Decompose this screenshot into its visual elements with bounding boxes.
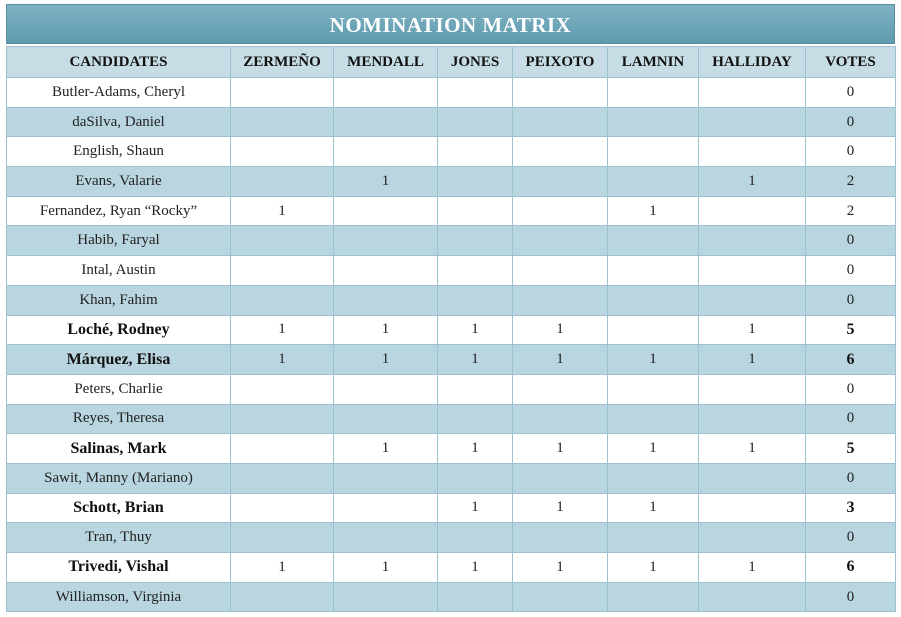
nomination-cell xyxy=(334,285,438,315)
table-row xyxy=(7,78,896,108)
table-row xyxy=(7,463,896,493)
nomination-cell xyxy=(699,226,806,256)
votes-total: 0 xyxy=(806,226,896,256)
header-candidates: CANDIDATES xyxy=(7,47,231,78)
nomination-cell xyxy=(438,404,513,434)
nomination-cell xyxy=(513,582,608,612)
candidate-name: Salinas, Mark xyxy=(7,434,231,464)
nomination-cell xyxy=(438,523,513,553)
nomination-cell: 1 xyxy=(699,167,806,197)
nomination-cell xyxy=(608,226,699,256)
votes-total: 2 xyxy=(806,196,896,226)
nomination-cell xyxy=(231,582,334,612)
nomination-cell: 1 xyxy=(699,553,806,583)
nomination-cell xyxy=(438,463,513,493)
votes-total: 0 xyxy=(806,78,896,108)
nomination-cell xyxy=(231,493,334,523)
nomination-cell: 1 xyxy=(608,493,699,523)
nomination-cell xyxy=(438,196,513,226)
nomination-cell xyxy=(438,374,513,404)
votes-total: 6 xyxy=(806,553,896,583)
nomination-cell xyxy=(231,523,334,553)
candidate-name: Reyes, Theresa xyxy=(7,404,231,434)
nomination-cell xyxy=(438,582,513,612)
nomination-cell xyxy=(231,374,334,404)
nomination-matrix-table xyxy=(6,46,896,612)
nomination-cell xyxy=(699,78,806,108)
nomination-cell xyxy=(334,523,438,553)
nomination-cell: 1 xyxy=(438,315,513,345)
matrix-title: NOMINATION MATRIX xyxy=(6,4,895,44)
nomination-cell xyxy=(608,463,699,493)
nomination-cell: 1 xyxy=(513,315,608,345)
nomination-cell: 1 xyxy=(513,493,608,523)
candidate-name: Sawit, Manny (Mariano) xyxy=(7,463,231,493)
nomination-cell xyxy=(334,582,438,612)
nomination-cell xyxy=(438,167,513,197)
votes-total: 5 xyxy=(806,315,896,345)
nomination-cell: 1 xyxy=(699,434,806,464)
nomination-cell xyxy=(513,404,608,434)
nomination-cell: 1 xyxy=(334,345,438,375)
nomination-cell xyxy=(513,256,608,286)
table-row xyxy=(7,434,896,464)
candidate-name: Márquez, Elisa xyxy=(7,345,231,375)
nomination-cell xyxy=(231,167,334,197)
nomination-cell: 1 xyxy=(438,553,513,583)
nomination-cell: 1 xyxy=(438,345,513,375)
nomination-cell xyxy=(438,78,513,108)
nomination-cell: 1 xyxy=(608,434,699,464)
nomination-cell xyxy=(334,493,438,523)
header-peixoto: PEIXOTO xyxy=(513,47,608,78)
nomination-cell xyxy=(231,107,334,137)
nomination-cell xyxy=(231,404,334,434)
nomination-cell xyxy=(513,167,608,197)
nomination-cell xyxy=(699,404,806,434)
votes-total: 3 xyxy=(806,493,896,523)
nomination-cell: 1 xyxy=(699,345,806,375)
candidate-name: Trivedi, Vishal xyxy=(7,553,231,583)
nomination-cell xyxy=(608,256,699,286)
table-row xyxy=(7,315,896,345)
nomination-cell xyxy=(513,107,608,137)
nomination-cell: 1 xyxy=(231,345,334,375)
nomination-cell xyxy=(513,285,608,315)
nomination-cell xyxy=(699,196,806,226)
table-row xyxy=(7,167,896,197)
nomination-cell xyxy=(334,226,438,256)
candidate-name: Evans, Valarie xyxy=(7,167,231,197)
nomination-cell xyxy=(608,582,699,612)
nomination-cell xyxy=(513,78,608,108)
nomination-cell xyxy=(699,285,806,315)
votes-total: 0 xyxy=(806,107,896,137)
candidate-name: Peters, Charlie xyxy=(7,374,231,404)
nomination-cell xyxy=(513,196,608,226)
votes-total: 0 xyxy=(806,256,896,286)
nomination-cell: 1 xyxy=(699,315,806,345)
candidate-name: Butler-Adams, Cheryl xyxy=(7,78,231,108)
nomination-cell xyxy=(699,582,806,612)
table-row xyxy=(7,226,896,256)
nomination-cell xyxy=(438,256,513,286)
nomination-cell: 1 xyxy=(608,345,699,375)
matrix-body xyxy=(7,78,896,612)
header-votes: VOTES xyxy=(806,47,896,78)
table-row xyxy=(7,256,896,286)
nomination-cell: 1 xyxy=(334,553,438,583)
votes-total: 0 xyxy=(806,137,896,167)
nomination-cell xyxy=(231,434,334,464)
nomination-cell xyxy=(608,285,699,315)
nomination-cell xyxy=(513,374,608,404)
nomination-cell: 1 xyxy=(231,553,334,583)
nomination-cell xyxy=(438,107,513,137)
nomination-cell xyxy=(334,78,438,108)
header-zermeno: ZERMEÑO xyxy=(231,47,334,78)
votes-total: 6 xyxy=(806,345,896,375)
nomination-cell: 1 xyxy=(608,196,699,226)
table-row xyxy=(7,374,896,404)
table-row xyxy=(7,582,896,612)
header-row xyxy=(7,47,896,78)
nomination-cell xyxy=(334,256,438,286)
nomination-cell: 1 xyxy=(231,196,334,226)
nomination-cell xyxy=(334,374,438,404)
nomination-cell xyxy=(334,463,438,493)
candidate-name: Khan, Fahim xyxy=(7,285,231,315)
nomination-cell: 1 xyxy=(438,493,513,523)
nomination-cell xyxy=(513,137,608,167)
candidate-name: Intal, Austin xyxy=(7,256,231,286)
nomination-cell xyxy=(334,404,438,434)
nomination-cell xyxy=(231,256,334,286)
header-halliday: HALLIDAY xyxy=(699,47,806,78)
nomination-cell xyxy=(513,523,608,553)
candidate-name: Schott, Brian xyxy=(7,493,231,523)
nomination-cell xyxy=(608,374,699,404)
nomination-cell xyxy=(513,463,608,493)
votes-total: 0 xyxy=(806,285,896,315)
table-row xyxy=(7,137,896,167)
votes-total: 0 xyxy=(806,463,896,493)
nomination-cell: 1 xyxy=(513,553,608,583)
nomination-cell xyxy=(334,137,438,167)
nomination-cell xyxy=(438,137,513,167)
table-row xyxy=(7,107,896,137)
nomination-cell xyxy=(608,137,699,167)
nomination-cell xyxy=(699,493,806,523)
nomination-cell xyxy=(438,285,513,315)
table-row xyxy=(7,285,896,315)
table-row xyxy=(7,345,896,375)
nomination-cell xyxy=(334,107,438,137)
table-row xyxy=(7,196,896,226)
header-mendall: MENDALL xyxy=(334,47,438,78)
votes-total: 0 xyxy=(806,582,896,612)
nomination-cell xyxy=(608,315,699,345)
candidate-name: Loché, Rodney xyxy=(7,315,231,345)
header-lamnin: LAMNIN xyxy=(608,47,699,78)
nomination-cell xyxy=(231,137,334,167)
nomination-cell: 1 xyxy=(334,315,438,345)
nomination-cell xyxy=(699,107,806,137)
votes-total: 0 xyxy=(806,374,896,404)
candidate-name: Williamson, Virginia xyxy=(7,582,231,612)
nomination-cell: 1 xyxy=(513,434,608,464)
nomination-cell xyxy=(699,137,806,167)
header-jones: JONES xyxy=(438,47,513,78)
nomination-cell: 1 xyxy=(334,434,438,464)
votes-total: 0 xyxy=(806,404,896,434)
candidate-name: Habib, Faryal xyxy=(7,226,231,256)
nomination-cell xyxy=(438,226,513,256)
nomination-cell xyxy=(513,226,608,256)
nomination-cell xyxy=(608,523,699,553)
candidate-name: daSilva, Daniel xyxy=(7,107,231,137)
candidate-name: English, Shaun xyxy=(7,137,231,167)
table-row xyxy=(7,523,896,553)
nomination-cell: 1 xyxy=(608,553,699,583)
nomination-cell xyxy=(334,196,438,226)
nomination-cell: 1 xyxy=(438,434,513,464)
votes-total: 2 xyxy=(806,167,896,197)
table-row xyxy=(7,493,896,523)
table-row xyxy=(7,404,896,434)
nomination-cell xyxy=(608,404,699,434)
nomination-cell xyxy=(699,374,806,404)
table-row xyxy=(7,553,896,583)
nomination-cell xyxy=(231,285,334,315)
nomination-cell xyxy=(608,167,699,197)
nomination-cell xyxy=(699,256,806,286)
nomination-cell: 1 xyxy=(334,167,438,197)
nomination-cell xyxy=(231,78,334,108)
nomination-cell xyxy=(608,78,699,108)
nomination-cell xyxy=(231,463,334,493)
candidate-name: Tran, Thuy xyxy=(7,523,231,553)
nomination-cell: 1 xyxy=(231,315,334,345)
nomination-cell xyxy=(699,523,806,553)
votes-total: 5 xyxy=(806,434,896,464)
nomination-cell xyxy=(699,463,806,493)
nomination-cell xyxy=(608,107,699,137)
nomination-cell: 1 xyxy=(513,345,608,375)
nomination-cell xyxy=(231,226,334,256)
candidate-name: Fernandez, Ryan “Rocky” xyxy=(7,196,231,226)
votes-total: 0 xyxy=(806,523,896,553)
